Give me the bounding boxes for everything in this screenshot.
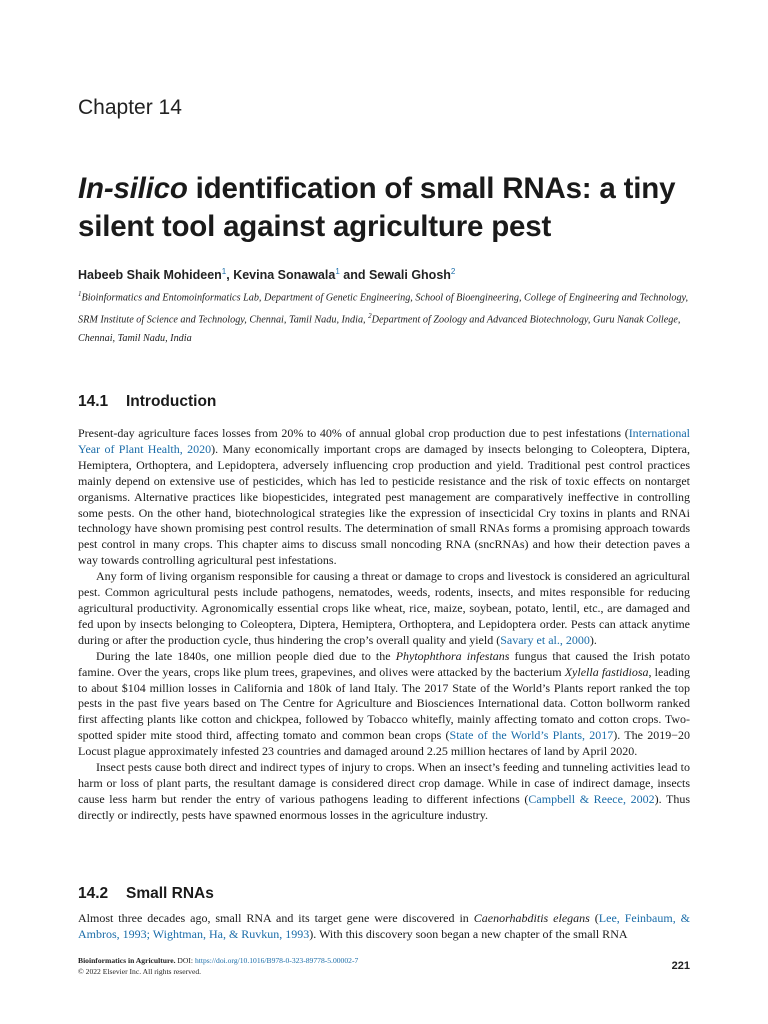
- title-italic: In-silico: [78, 172, 188, 205]
- citation-link[interactable]: State of the World’s Plants, 2017: [449, 728, 614, 743]
- author-name: Kevina Sonawala: [233, 268, 336, 283]
- author-name: Habeeb Shaik Mohideen: [78, 268, 222, 283]
- species-name: Xylella fastidiosa: [564, 664, 649, 679]
- text-run: , leading to about $104 million losses in California and 180k of land Italy. The 2017 State of the World’s Plants report ranked the top pests in the past five years based on The Centre for Agriculture and Biosciences International data. Cotton bollworm ranked first affecting plants like cotton and chickpea, followed by Tobacco whitefly, mainly affecting tomato and cotton crops. Two-spotted spider mite stood third, affecting tomato and common bean crops (: [78, 664, 690, 743]
- text-run: Present-day agriculture faces losses from 20% to 40% of annual global crop production due to pest infestations (: [78, 426, 629, 440]
- doi-label: DOI:: [175, 956, 195, 965]
- section-heading-small-rnas: [78, 885, 214, 903]
- affiliation-text: Bioinformatics and Entomoinformatics Lab, Department of Genetic Engineering, School of Bioengineering, College of Engineering and Technology, SRM Institute of Science and Technology, Chennai, Tamil Nadu, India,: [78, 292, 689, 326]
- author-separator: ,: [226, 268, 234, 283]
- citation-link[interactable]: International Year of Plant Health, 2020: [78, 426, 690, 456]
- citation-link[interactable]: Savary et al., 2000: [500, 632, 590, 647]
- title-rest: identification of small RNAs: a tiny silent tool against agriculture pest: [78, 172, 676, 243]
- citation-link[interactable]: Lee, Feinbaum, & Ambros, 1993; Wightman, Ha, & Ruvkun, 1993: [78, 911, 690, 941]
- section-body-introduction: [78, 426, 690, 824]
- section-title: Small RNAs: [126, 885, 214, 902]
- text-run: fungus that caused the Irish potato famine. Over the years, crops like plum trees, grapevines, and olives were attacked by the bacterium: [78, 648, 690, 679]
- paragraph: [78, 426, 690, 569]
- author-separator: and: [339, 268, 369, 283]
- paragraph: [78, 760, 690, 824]
- footer-book-line: [78, 955, 358, 966]
- paragraph: [78, 649, 690, 760]
- page-number: 221: [671, 960, 690, 972]
- text-run: Insect pests cause both direct and indirect types of injury to crops. When an insect’s feeding and tunneling activities lead to harm or loss of plant parts, the resultant damage is considered direct crop damage. While in case of indirect damage, insects cause less harm but render the entry of various pathogens leading to different infections (: [78, 760, 690, 806]
- affiliations: [78, 285, 692, 348]
- affiliation-number: 2: [368, 312, 372, 321]
- section-body-small-rnas: [78, 911, 690, 943]
- chapter-label: Chapter 14: [78, 96, 182, 119]
- chapter-title: [78, 170, 718, 246]
- text-run: ). With this discovery soon began a new chapter of the small RNA: [309, 926, 628, 941]
- author-name: Sewali Ghosh: [368, 268, 451, 283]
- text-run: ). The 2019−20 Locust plague approximately infested 23 countries and damaged around 2.25 million hectares of land by April 2020.: [78, 728, 690, 759]
- text-run: Any form of living organism responsible for causing a threat or damage to crops and livestock is considered an agricultural pest. Common agricultural pests include pathogens, nematodes, weeds, rodents, insects, and mites responsible for reducing agricultural productivity. Agronomically essential crops like wheat, rice, maize, soybean, potato, lentil, etc., are damaged and fed upon by insects belonging to Coleoptera, Diptera, Hemiptera, Orthoptera, and Lepidoptera order. Pests can attack anytime during or after the production cycle, thus hindering the crop’s overall quality and yield (: [78, 569, 690, 647]
- copyright-notice: © 2022 Elsevier Inc. All rights reserved.: [78, 967, 202, 976]
- page-footer: [78, 955, 358, 977]
- species-name: Caenorhabditis elegans: [473, 911, 590, 925]
- section-heading-introduction: [78, 393, 216, 411]
- book-title: Bioinformatics in Agriculture.: [78, 956, 176, 965]
- text-run: ).: [589, 632, 597, 647]
- affiliation-text: Department of Zoology and Advanced Biotechnology, Guru Nanak College, Chennai, Tamil Nadu, India: [78, 314, 681, 344]
- affiliation-number: 1: [78, 290, 82, 298]
- paragraph: [78, 911, 690, 943]
- text-run: ). Many economically important crops are damaged by insects belonging to Coleoptera, Diptera, Hemiptera, Orthoptera, and Lepidoptera, adversely influencing crop production and yield. Traditional pest control practices mainly depend on extensive use of pesticides, which has led to pesticide resistance and the risk of toxic effects on nontarget organisms. Alternative practices like biopesticides, integrated pest management are comparatively ineffective in controlling some pests. On the other hand, biotechnological strategies like the expression of insecticidal Cry toxins in plants and RNAi technology have shown promising pest control results. The determination of small RNAs forms a promising approach towards pest control in many crops. This chapter aims to discuss small noncoding RNA (sncRNAs) and how their detection paves a way towards controlling agricultural pest infestations.: [78, 441, 690, 568]
- text-run: (: [589, 911, 599, 925]
- paragraph: [78, 569, 690, 649]
- affiliation-marker[interactable]: 1: [221, 267, 227, 276]
- species-name: Phytophthora infestans: [395, 648, 510, 663]
- text-run: Almost three decades ago, small RNA and its target gene were discovered in: [78, 911, 474, 925]
- section-title: Introduction: [126, 393, 217, 410]
- text-run: During the late 1840s, one million people died due to the: [96, 648, 396, 663]
- citation-link[interactable]: Campbell & Reece, 2002: [528, 791, 655, 806]
- section-number: 14.1: [78, 393, 109, 410]
- section-number: 14.2: [78, 885, 109, 902]
- affiliation-marker[interactable]: 1: [335, 267, 340, 276]
- doi-link[interactable]: https://doi.org/10.1016/B978-0-323-89778-5.00002-7: [194, 956, 359, 965]
- text-run: ). Thus directly or indirectly, pests have spawned enormous losses in the agriculture industry.: [78, 791, 690, 822]
- author-list: [78, 267, 455, 282]
- affiliation-marker[interactable]: 2: [450, 267, 456, 276]
